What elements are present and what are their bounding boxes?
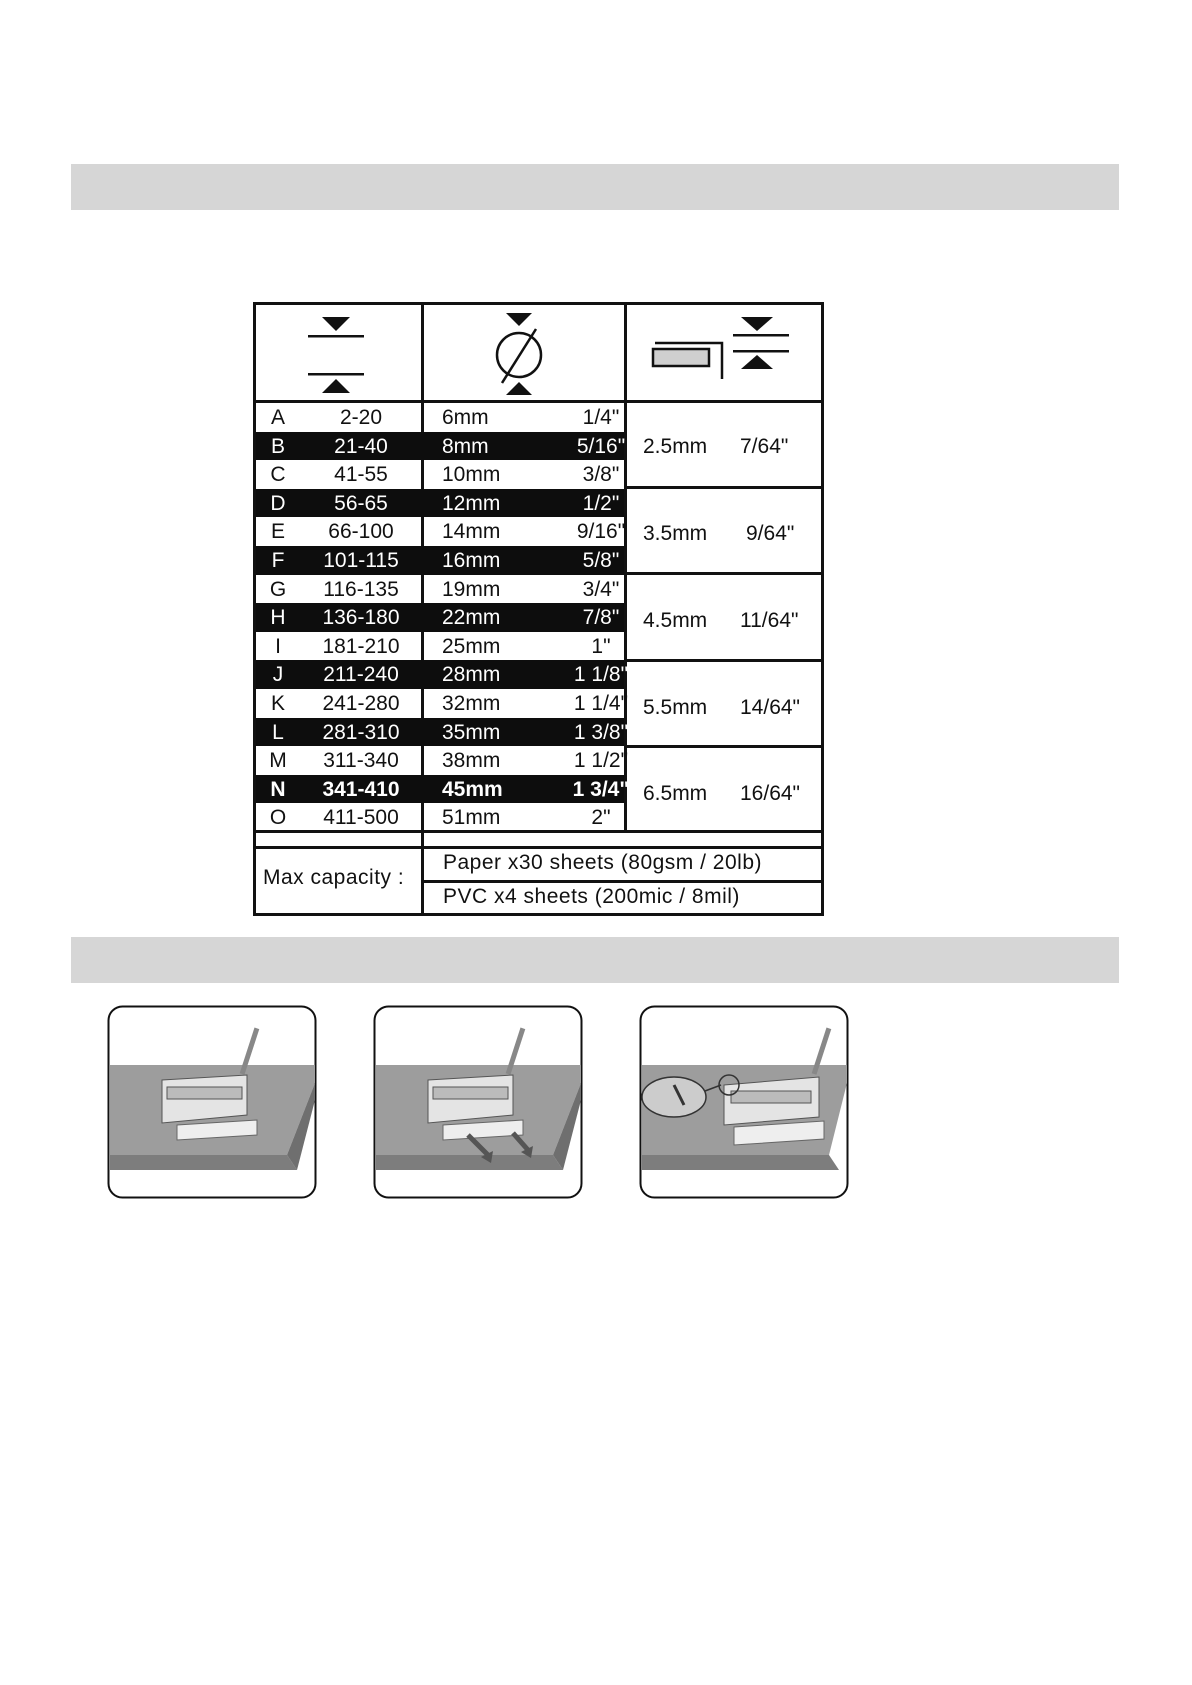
- row-letter: A: [270, 406, 285, 429]
- paper-capacity: Paper x30 sheets (80gsm / 20lb): [443, 851, 762, 874]
- ring-size-mm: 22mm: [442, 606, 501, 630]
- binder-drawer-illustration: [373, 1005, 583, 1199]
- sheet-range: 136-180: [322, 606, 400, 630]
- row-letter: O: [269, 806, 287, 830]
- binding-spec-table: A 2-20 6mm 1/4" B 21-40 8mm 5/16" C 41-55 10mm 3/8" D 56-65 12mm 1/2" E 66-100 14mm 9/16" F 101-115 16mm 5/8" G 116-135 19mm 3/4" H 136-180 22mm 7/8" I 181-210 25mm 1" J 211-240 28mm 1 1/8" K 241-280 32mm 1 1/4" L 281-310 35mm 1 3/8" M 311-340 38mm 1 1/2" N 341-410 45mm 1 3/4" O 411-500 51mm 2" 2.5mm 7/64" 3.5mm 9/64" 4.5mm 11/64" 5.5mm 14/64" 6.5mm 16/64" Max capacity : Paper x30 sheets (80gsm / 20lb) PVC x4 sheets (200mic / 8mil): [253, 302, 824, 916]
- row-letter: M: [269, 749, 287, 773]
- sheet-range: 41-55: [334, 463, 388, 487]
- row-letter: G: [269, 577, 287, 601]
- size-row: [256, 403, 624, 432]
- sheet-range: 101-115: [323, 549, 399, 572]
- sheet-range: 311-340: [323, 749, 399, 773]
- size-row: [256, 689, 629, 718]
- sheet-range: 411-500: [323, 806, 399, 830]
- capacity-divider: [421, 880, 821, 883]
- row-letter: I: [275, 634, 281, 658]
- max-capacity-label: Max capacity :: [263, 866, 405, 889]
- section-header-bar: [71, 164, 1119, 210]
- ring-size-inch: 3/4": [582, 577, 620, 601]
- ring-size-mm: 10mm: [442, 463, 501, 487]
- size-row: [256, 746, 629, 775]
- ring-size-inch: 7/8": [582, 606, 620, 630]
- binder-detail-illustration: [639, 1005, 849, 1199]
- size-row: [256, 546, 624, 575]
- ring-size-mm: 19mm: [442, 577, 501, 601]
- sheet-range: 211-240: [323, 663, 399, 687]
- ring-size-inch: 1 1/4": [573, 692, 629, 715]
- group-divider: [624, 572, 821, 575]
- spacer-line: [256, 846, 821, 849]
- pvc-capacity: PVC x4 sheets (200mic / 8mil): [443, 885, 740, 908]
- size-row: [256, 603, 624, 632]
- row-letter: D: [270, 491, 286, 515]
- row-letter: H: [270, 606, 286, 630]
- size-row: [256, 460, 624, 489]
- ring-diameter-icon: [486, 311, 556, 397]
- size-row: [256, 575, 624, 604]
- ring-size-mm: 28mm: [442, 663, 501, 687]
- ring-size-inch: 1 1/2": [573, 749, 629, 773]
- row-letter: B: [270, 434, 285, 458]
- ring-size-mm: 51mm: [442, 806, 501, 830]
- sheet-thickness-icon: [296, 313, 376, 397]
- ring-size-mm: 14mm: [442, 520, 501, 544]
- size-row: [256, 803, 624, 832]
- section-header-bar: [71, 937, 1119, 983]
- row-letter: N: [270, 777, 286, 801]
- ring-size-mm: 12mm: [442, 491, 501, 515]
- ring-size-inch: 2": [591, 806, 611, 830]
- sheet-range: 2-20: [339, 406, 383, 429]
- group-divider: [624, 486, 821, 489]
- size-row: [256, 632, 624, 661]
- size-row: [256, 775, 630, 804]
- ring-size-inch: 1 3/4": [572, 777, 630, 801]
- row-letter: L: [272, 720, 284, 744]
- size-row: [256, 718, 629, 747]
- ring-size-inch: 1/2": [582, 491, 620, 515]
- group-divider: [624, 659, 821, 662]
- ring-size-inch: 1": [591, 634, 611, 658]
- ring-size-inch: 1/4": [582, 406, 620, 429]
- ring-size-inch: 1 3/8": [573, 720, 629, 744]
- row-letter: E: [270, 520, 285, 544]
- row-letter: C: [270, 463, 286, 487]
- ring-size-inch: 3/8": [582, 463, 620, 487]
- ring-size-inch: 9/16": [576, 520, 626, 544]
- wire-pitch-diagram: [643, 313, 793, 389]
- sheet-range: 241-280: [322, 692, 400, 715]
- group-divider: [624, 745, 821, 748]
- sheet-range: 181-210: [322, 634, 400, 658]
- size-row: [256, 489, 624, 518]
- ring-size-mm: 25mm: [442, 634, 501, 658]
- sheet-range: 66-100: [328, 520, 394, 544]
- sheet-range: 281-310: [322, 720, 400, 744]
- sheet-range: 341-410: [322, 777, 400, 801]
- binder-on-table-illustration: [107, 1005, 317, 1199]
- sheet-range: 56-65: [334, 491, 388, 515]
- size-row: [256, 432, 624, 461]
- ring-size-mm: 16mm: [442, 549, 501, 572]
- ring-size-mm: 45mm: [442, 777, 503, 801]
- size-row: [256, 517, 624, 546]
- ring-size-inch: 1 1/8": [573, 663, 629, 687]
- size-row: [256, 660, 629, 689]
- row-letter: F: [271, 549, 285, 572]
- col-divider: [421, 846, 424, 916]
- ring-size-mm: 35mm: [442, 720, 501, 744]
- ring-size-mm: 6mm: [442, 406, 489, 429]
- row-letter: K: [270, 692, 285, 715]
- ring-size-inch: 5/8": [582, 549, 620, 572]
- sheet-range: 116-135: [323, 577, 399, 601]
- ring-size-mm: 38mm: [442, 749, 501, 773]
- sheet-range: 21-40: [334, 434, 388, 458]
- ring-size-mm: 32mm: [442, 692, 501, 715]
- wire-pitch-icon: [271, 313, 272, 314]
- row-letter: J: [272, 663, 284, 687]
- ring-size-inch: 5/16": [576, 434, 626, 458]
- ring-size-mm: 8mm: [442, 434, 489, 458]
